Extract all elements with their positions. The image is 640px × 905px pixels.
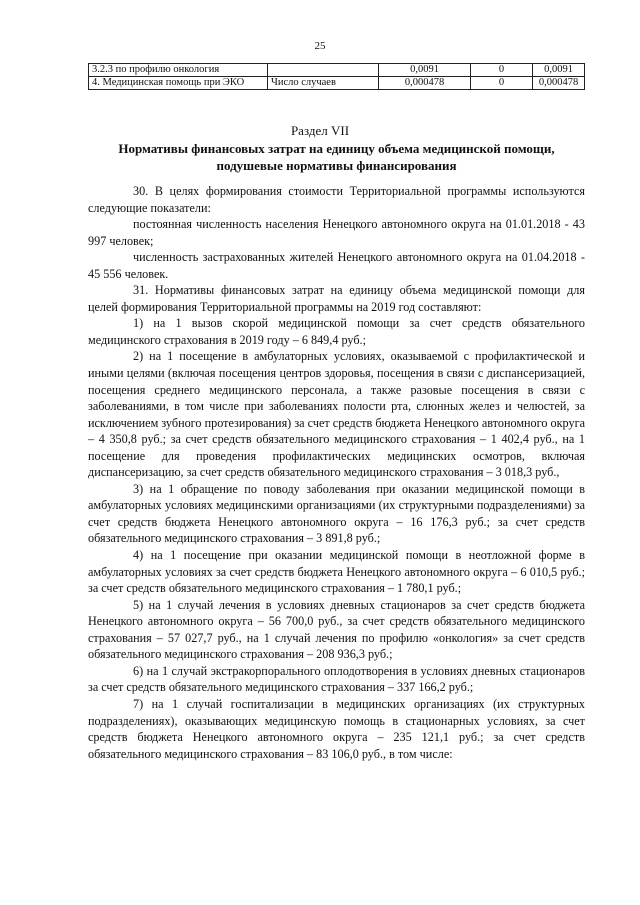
table-cell-value: 0,0091 — [533, 64, 585, 77]
table-cell-unit: Число случаев — [268, 77, 379, 90]
paragraph: численность застрахованных жителей Ненецкого автономного округа на 01.04.2018 - 45 556 человек. — [88, 250, 585, 281]
section-title: Нормативы финансовых затрат на единицу объема медицинской помощи, подушевые нормативы финансирования — [118, 141, 555, 173]
table-cell-unit — [268, 64, 379, 77]
paragraph: 5) на 1 случай лечения в условиях дневных стационаров за счет средств бюджета Ненецкого автономного округа – 56 700,0 руб., за счет средств обязательного медицинского страхования – 57 027,7 руб., на 1 случай лечения по профилю «онкология» за счет средств обязательного медицинского страхования – 208 936,3 руб.; — [88, 597, 585, 662]
paragraph: 7) на 1 случай госпитализации в медицинских организациях (их структурных подразделениях), оказывающих медицинскую помощь в стационарных условиях, за счет средств бюджета Ненецкого автономного округа – 235 121,1 руб.; за счет средств обязательного медицинского страхования – 83 106,0 руб., в том числе: — [88, 696, 585, 761]
paragraph: 4) на 1 посещение при оказании медицинской помощи в неотложной форме в амбулаторных условиях за счет средств бюджета Ненецкого автономного округа – 6 010,5 руб.; за счет средств обязательного медицинского страхования – 1 780,1 руб.; — [88, 548, 585, 596]
paragraph: 30. В целях формирования стоимости Территориальной программы используются следующие показатели: — [88, 184, 585, 215]
table-row — [89, 77, 585, 90]
table-cell-name: 3.2.3 по профилю онкология — [89, 64, 268, 77]
table-cell-value: 0,000478 — [533, 77, 585, 90]
paragraph: 6) на 1 случай экстракорпорального оплодотворения в условиях дневных стационаров за счет средств обязательного медицинского страхования – 337 166,2 руб.; — [88, 663, 585, 695]
paragraph: 31. Нормативы финансовых затрат на единицу объема медицинской помощи для целей формирования Территориальной программы на 2019 год составляют: — [88, 283, 585, 314]
table-row — [89, 64, 585, 77]
paragraph: постоянная численность населения Ненецкого автономного округа на 01.01.2018 - 43 997 человек; — [88, 217, 585, 248]
paragraph: 1) на 1 вызов скорой медицинской помощи за счет средств обязательного медицинского страхования в 2019 году – 6 849,4 руб.; — [88, 316, 585, 347]
table-cell-value: 0,0091 — [379, 64, 471, 77]
table-cell-value: 0 — [471, 64, 533, 77]
page-number: 25 — [314, 40, 326, 52]
paragraph: 2) на 1 посещение в амбулаторных условиях, оказываемой с профилактической и иными целями (включая посещения центров здоровья, посещения в связи с диспансеризацией, посещения среднего медицинского персонала, а также разовые посещения в связи с заболеваниями, в том числе при заболеваниях полости рта, слюнных желез и челюстей, за исключением зубного протезирования) за счет средств бюджета Ненецкого автономного округа – 4 350,8 руб.; за счет средств обязательного медицинского страхования – 1 402,4 руб., на 1 посещение для проведения профилактических медицинских осмотров, включая диспансеризацию, за счет средств обязательного медицинского страхования – 3 018,3 руб., — [88, 349, 585, 480]
document-body — [88, 183, 585, 762]
table-cell-name: 4. Медицинская помощь при ЭКО — [89, 77, 268, 90]
table-cell-value: 0,000478 — [379, 77, 471, 90]
volume-table — [88, 63, 585, 90]
table-cell-value: 0 — [471, 77, 533, 90]
paragraph: 3) на 1 обращение по поводу заболевания при оказании медицинской помощи в амбулаторных условиях медицинскими организациями (их структурными подразделениями) за счет средств бюджета Ненецкого автономного округа – 16 176,3 руб.; за счет средств обязательного медицинского страхования – 3 891,8 руб.; — [88, 481, 585, 546]
section-label: Раздел VII — [290, 123, 350, 138]
